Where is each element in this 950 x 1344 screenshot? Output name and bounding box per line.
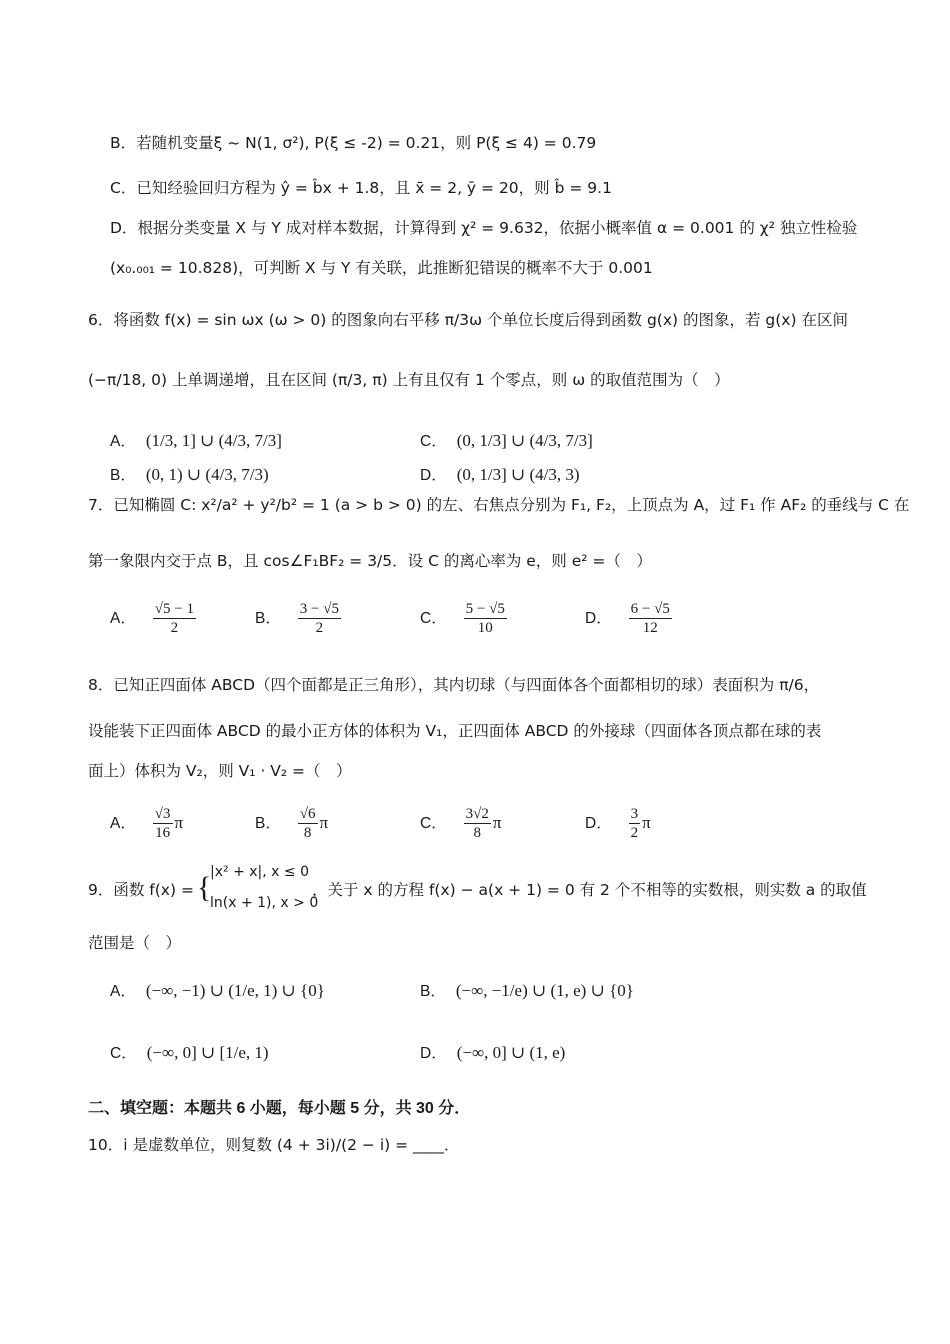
numerator: √5 − 1 — [154, 601, 194, 617]
option-label: D． — [585, 610, 612, 627]
numerator: 3√2 — [465, 806, 489, 822]
q8-stem-line3: 面上）体积为 V₂，则 V₁ · V₂ =（ ） — [88, 762, 352, 780]
q9-stem-suffix: ，关于 x 的方程 f(x) − a(x + 1) = 0 有 2 个不相等的实数根，则实数 a 的取值 — [312, 881, 867, 899]
option-fraction — [298, 600, 341, 637]
option-label: B． — [255, 815, 281, 832]
option-text: (−∞, 0] ∪ (1, e) — [456, 1043, 566, 1062]
option-text: (−∞, −1/e) ∪ (1, e) ∪ {0} — [455, 981, 634, 1000]
numerator: √3 — [154, 806, 171, 822]
option-label: C． — [420, 610, 447, 627]
option-text: (0, 1/3] ∪ (4/3, 7/3] — [456, 431, 593, 450]
q8-stem-line2: 设能装下正四面体 ABCD 的最小正方体的体积为 V₁，正四面体 ABCD 的外接球（四面体各顶点都在球的表 — [88, 722, 822, 740]
denominator: 8 — [303, 825, 312, 841]
option-fraction — [464, 805, 491, 842]
pi-symbol: π — [492, 813, 502, 832]
option-text: (0, 1) ∪ (4/3, 7/3) — [145, 465, 269, 484]
q6-stem-line1: 6．将函数 f(x) = sin ωx (ω > 0) 的图象向右平移 π/3ω 个单位长度后得到函数 g(x) 的图象，若 g(x) 在区间 — [88, 311, 848, 329]
option-label: A． — [110, 983, 136, 1000]
option-label: D． — [110, 219, 138, 237]
q7-stem-line1: 7．已知椭圆 C: x²/a² + y²/b² = 1 (a > b > 0) 的左、右焦点分别为 F₁, F₂，上顶点为 A，过 F₁ 作 AF₂ 的垂线与 C 在 — [88, 496, 910, 514]
q8-option-c — [420, 805, 501, 842]
option-label: D． — [420, 1045, 447, 1062]
option-label: C． — [110, 179, 137, 197]
q5-option-d — [110, 215, 890, 241]
q6-option-a — [110, 428, 282, 455]
pi-symbol: π — [319, 813, 329, 832]
denominator: 2 — [630, 825, 639, 841]
numerator: 5 − √5 — [465, 601, 505, 617]
option-label: B． — [110, 134, 137, 152]
option-label: D． — [585, 815, 612, 832]
q8-option-a — [110, 805, 183, 842]
option-text: (1/3, 1] ∪ (4/3, 7/3] — [145, 431, 282, 450]
q9-piece-1: |x² + x|, x ≤ 0 — [210, 864, 309, 880]
option-text: 根据分类变量 X 与 Y 成对样本数据，计算得到 χ² = 9.632，依据小概率值 α = 0.001 的 χ² 独立性检验 — [137, 219, 858, 237]
option-label: A． — [110, 610, 136, 627]
pi-symbol: π — [642, 813, 651, 832]
option-label: C． — [110, 1045, 137, 1062]
denominator: 2 — [170, 620, 179, 636]
option-label: C． — [420, 433, 447, 450]
option-text: (−∞, −1) ∪ (1/e, 1) ∪ {0} — [145, 981, 325, 1000]
q9-option-c — [110, 1040, 269, 1067]
option-text: (0, 1/3] ∪ (4/3, 3) — [456, 465, 580, 484]
option-label: B． — [420, 983, 446, 1000]
option-label: C． — [420, 815, 447, 832]
option-text: 已知经验回归方程为 ŷ = b̂x + 1.8，且 x̄ = 2, ȳ = 20，则 b̂ = 9.1 — [136, 179, 612, 197]
section-heading: 二、填空题：本题共 6 小题，每小题 5 分，共 30 分． — [88, 1100, 471, 1117]
option-fraction — [153, 600, 196, 637]
q9-stem-line2: 范围是（ ） — [88, 934, 182, 952]
q7-option-c — [420, 600, 509, 637]
q9-stem-prefix: 9．函数 f(x) = — [88, 881, 194, 899]
denominator: 12 — [642, 620, 658, 636]
q6-option-b — [110, 462, 269, 489]
q6-option-c — [420, 428, 593, 455]
option-label: A． — [110, 433, 136, 450]
option-label: B． — [110, 467, 136, 484]
denominator: 8 — [473, 825, 481, 841]
q8-option-d — [585, 805, 651, 842]
numerator: 6 − √5 — [630, 601, 670, 617]
option-text: (−∞, 0] ∪ [1/e, 1) — [146, 1043, 269, 1062]
q9-option-a — [110, 978, 325, 1005]
numerator: 3 − √5 — [299, 601, 339, 617]
q7-option-a — [110, 600, 198, 637]
q10-stem: 10．i 是虚数单位，则复数 (4 + 3i)/(2 − i) = ____． — [88, 1136, 460, 1154]
option-label: B． — [255, 610, 281, 627]
numerator: 3 — [630, 806, 639, 822]
q5-option-b — [110, 130, 890, 156]
denominator: 10 — [477, 620, 493, 636]
option-label: A． — [110, 815, 136, 832]
piecewise-brace: { — [197, 871, 212, 904]
q5-option-d-continued: (x₀.₀₀₁ = 10.828)，可判断 X 与 Y 有关联，此推断犯错误的概率不大于 0.001 — [110, 259, 653, 277]
option-fraction — [629, 600, 672, 637]
option-fraction — [298, 805, 318, 842]
q6-stem-line2: (−π/18, 0) 上单调递增，且在区间 (π/3, π) 上有且仅有 1 个零点，则 ω 的取值范围为（ ） — [88, 371, 730, 389]
pi-symbol: π — [174, 813, 184, 832]
denominator: 2 — [315, 620, 324, 636]
q7-stem-line2: 第一象限内交于点 B，且 cos∠F₁BF₂ = 3/5．设 C 的离心率为 e，则 e² =（ ） — [88, 552, 652, 570]
option-fraction — [153, 805, 173, 842]
q5-option-c — [110, 175, 890, 201]
q9-piece-2: ln(x + 1), x > 0 — [210, 895, 319, 911]
option-text: 若随机变量ξ ~ N(1, σ²), P(ξ ≤ -2) = 0.21，则 P(ξ ≤ 4) = 0.79 — [136, 134, 597, 152]
q7-option-b — [255, 600, 343, 637]
option-fraction — [464, 600, 507, 637]
q9-option-b — [420, 978, 634, 1005]
q8-option-b — [255, 805, 328, 842]
numerator: √6 — [299, 806, 316, 822]
option-fraction — [629, 805, 641, 842]
q7-option-d — [585, 600, 674, 637]
q6-option-d — [420, 462, 580, 489]
q8-stem-line1: 8．已知正四面体 ABCD（四个面都是正三角形），其内切球（与四面体各个面都相切的球）表面积为 π/6， — [88, 676, 820, 694]
q9-option-d — [420, 1040, 565, 1067]
denominator: 16 — [155, 825, 171, 841]
option-label: D． — [420, 467, 447, 484]
